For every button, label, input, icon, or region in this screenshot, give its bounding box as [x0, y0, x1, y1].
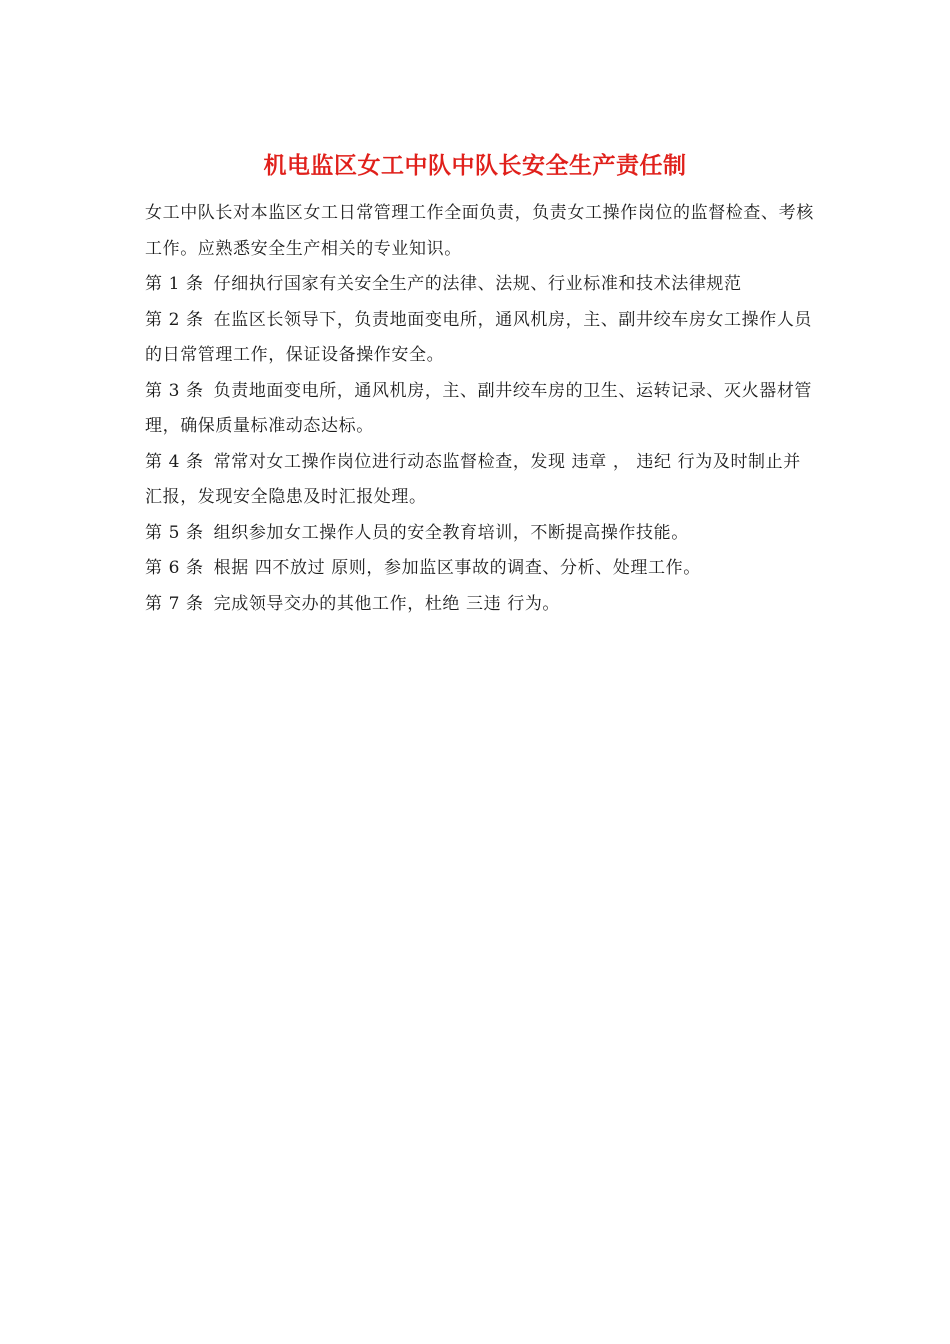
article-label: 第 3 条	[145, 380, 204, 401]
intro-paragraph: 女工中队长对本监区女工日常管理工作全面负责，负责女工操作岗位的监督检查、考核工作。应熟悉安全生产相关的专业知识。	[145, 203, 814, 259]
article-label: 第 2 条	[145, 309, 204, 330]
article-label: 第 5 条	[145, 522, 204, 543]
article-text: 常常对女工操作岗位进行动态监督检查，发现 违章 ， 违纪 行为及时制止并汇报，发现安全隐患及时汇报处理。	[145, 451, 801, 507]
article-text: 组织参加女工操作人员的安全教育培训，不断提高操作技能。	[213, 522, 689, 543]
article-label: 第 4 条	[145, 451, 204, 472]
article-label: 第 6 条	[145, 558, 204, 578]
article-5	[145, 516, 815, 552]
article-text: 仔细执行国家有关安全生产的法律、法规、行业标准和技术法律规范	[213, 274, 742, 294]
article-text: 根据 四不放过 原则，参加监区事故的调查、分析、处理工作。	[213, 558, 701, 578]
article-1	[145, 267, 815, 303]
article-text: 负责地面变电所，通风机房，主、副井绞车房的卫生、运转记录、灭火器材管理，确保质量标准动态达标。	[145, 380, 813, 436]
article-6	[145, 551, 815, 587]
article-4	[145, 445, 815, 516]
article-text: 在监区长领导下，负责地面变电所，通风机房，主、副井绞车房女工操作人员的日常管理工作，保证设备操作安全。	[145, 309, 813, 365]
article-3	[145, 374, 815, 445]
article-text: 完成领导交办的其他工作，杜绝 三违 行为。	[213, 593, 561, 614]
article-7	[145, 587, 815, 623]
article-label: 第 7 条	[145, 593, 204, 614]
document-title: 机电监区女工中队中队长安全生产责任制	[263, 153, 687, 179]
article-label: 第 1 条	[145, 274, 204, 294]
document-body	[145, 196, 815, 622]
article-2	[145, 303, 815, 374]
